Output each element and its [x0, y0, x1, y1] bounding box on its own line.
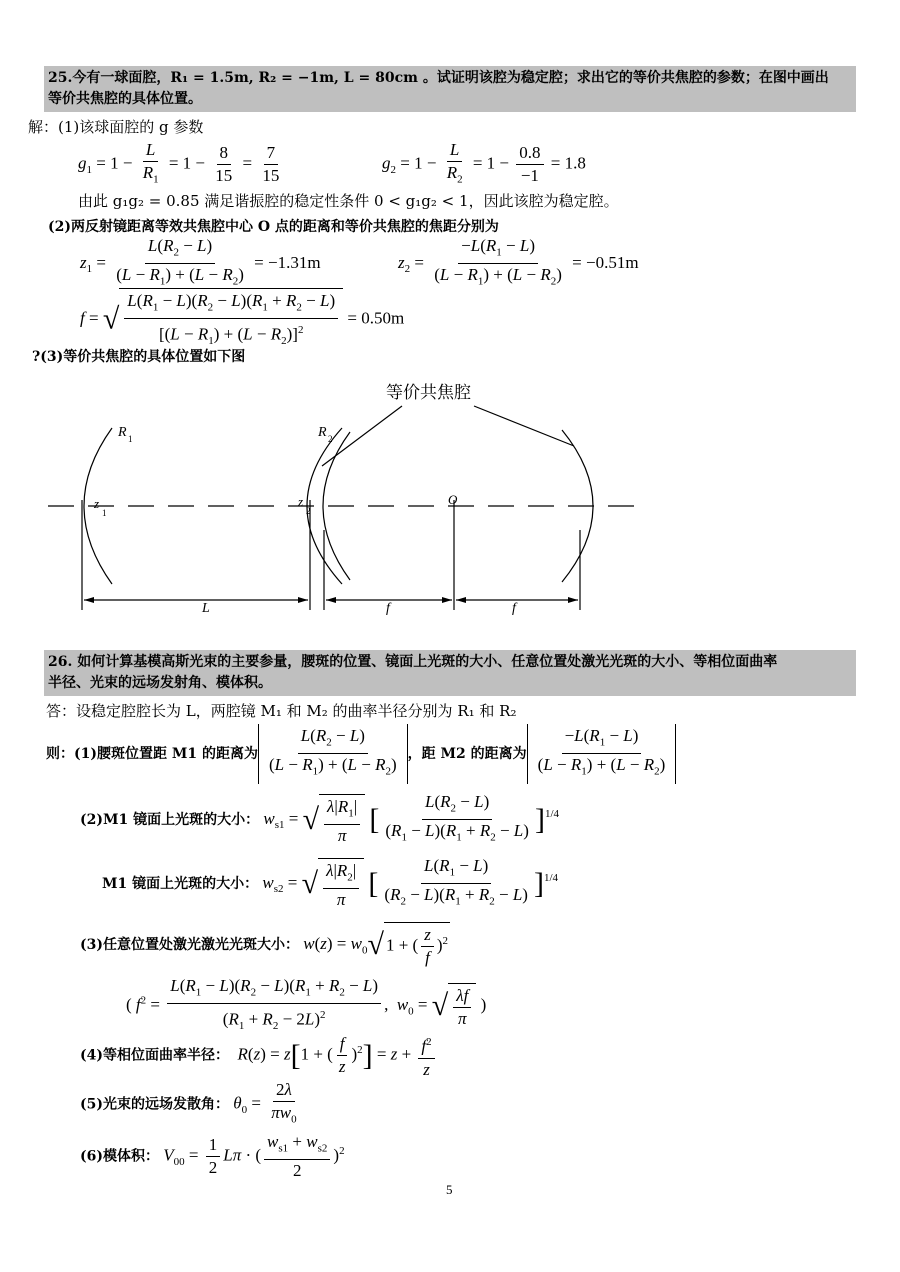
- f-squared-w0: ( $f^2$ = $\frac{L(R_1 - L)(R_2 - L)(R_1 + R_2 - L)}{(R_1 + R_2 - 2L)^2}$ , $w_0$ = √ $\frac{\lambda f}{\pi}$ ): [126, 976, 487, 1033]
- fig-title: 等价共焦腔: [386, 383, 471, 403]
- f-equation: f = √ $\frac{L(R_1 - L)(R_2 - L)(R_1 + R_2 - L)}{[(L - R_1) + (L - R_2)]^2}$ = 0.50m: [80, 288, 404, 351]
- waist-position: 则：(1)腰斑位置距 M1 的距离为 $\frac{L(R_2 - L)}{(L - R_1) + (L - R_2)}$ ，距 M2 的距离为 $\frac{-L(R_1 - L)}{(L - R_1) + (L - R_2)}$: [46, 724, 676, 784]
- svg-text:2: 2: [306, 506, 311, 516]
- label-r2: R: [318, 425, 327, 440]
- page-number: 5: [446, 1182, 453, 1197]
- svg-text:2: 2: [328, 434, 333, 444]
- mode-volume: (6)模体积： $V_{00}$ = $\frac{1}{2}$ Lπ · ( $\frac{w_{s1} + w_{s2}}{2}$ )$^2$: [80, 1132, 345, 1181]
- q26-answer-intro: 答：设稳定腔腔长为 L，两腔镜 M₁ 和 M₂ 的曲率半径分别为 R₁ 和 R₂: [46, 702, 517, 720]
- label-o: O: [448, 492, 458, 507]
- part3-heading: ?(3)等价共焦腔的具体位置如下图: [32, 349, 246, 365]
- q25-title: 25.今有一球面腔，R₁ = 1.5m, R₂ = −1m, L = 80cm 。试证明该腔为稳定腔；求出它的等价共焦腔的参数；在图中画出 等价共焦腔的具体位置。: [44, 66, 856, 112]
- q26-title: 26. 如何计算基模高斯光束的主要参量，腰斑的位置、镜面上光斑的大小、任意位置处激光光斑的大小、等相位面曲率 半径、光束的远场发射角、模体积。: [44, 650, 856, 696]
- z2-equation: $z_2$ = $\frac{-L(R_1 - L)}{(L - R_1) + (L - R_2)}$ = −0.51m: [398, 236, 639, 288]
- spot-size-m2: M1 镜面上光斑的大小： $w_{s2}$ = √ $\frac{\lambda|R_2|}{\pi}$ [ $\frac{L(R_1 - L)}{(R_2 - L)(R_1 + R_2 - L)}$ ]$^{1/4}$: [102, 856, 559, 910]
- label-z2: z: [298, 494, 304, 509]
- label-z1: z: [94, 496, 100, 511]
- far-field-divergence: (5)光束的远场发散角： $\theta_0$ = $\frac{2\lambda}{\pi w_0}$: [80, 1080, 297, 1126]
- svg-text:1: 1: [128, 434, 133, 444]
- leader-line-right: [474, 406, 574, 446]
- part2-heading: (2)两反射镜距离等效共焦腔中心 O 点的距离和等价共焦腔的焦距分别为: [48, 219, 499, 235]
- curvature-radius: (4)等相位面曲率半径： R(z) = z[1 + ( $\frac{f}{z}$ )$^2$] = z + $\frac{f^2}{z}$: [80, 1032, 438, 1080]
- cavity-diagram: [0, 370, 900, 620]
- svg-text:1: 1: [102, 508, 107, 518]
- z1-equation: $z_1$ = $\frac{L(R_2 - L)}{(L - R_1) + (L - R_2)}$ = −1.31m: [80, 236, 321, 288]
- label-f-right: f: [512, 601, 516, 616]
- leader-line-left: [322, 406, 402, 466]
- g2-equation: $g_2 = 1$ − $\frac{L}{R_2}$ = 1 − $\frac{0.8}{-1}$ = 1.8: [382, 140, 586, 186]
- g1-equation: $g_1 = 1$ − $\frac{L}{R_1}$ = 1 − $\frac{8}{15}$ = $\frac{7}{15}$: [78, 140, 280, 186]
- spot-size-m1: (2)M1 镜面上光斑的大小： $w_{s1}$ = √ $\frac{\lambda|R_1|}{\pi}$ [ $\frac{L(R_2 - L)}{(R_1 - L)(R_1 + R_2 - L)}$ ]$^{1/4}$: [80, 792, 559, 846]
- beam-radius: (3)任意位置处激光激光光斑大小： $w(z) = w_0√$ 1 + ( $\frac{z}{f}$ )$^2$: [80, 922, 450, 968]
- q25-solution-intro: 解：(1)该球面腔的 g 参数: [28, 118, 204, 136]
- label-r1: R: [118, 425, 127, 440]
- stability-statement: 由此 g₁g₂ = 0.85 满足谐振腔的稳定性条件 0 < g₁g₂ < 1，因此该腔为稳定腔。: [78, 192, 619, 210]
- label-f-left: f: [386, 601, 390, 616]
- label-L: L: [202, 601, 210, 616]
